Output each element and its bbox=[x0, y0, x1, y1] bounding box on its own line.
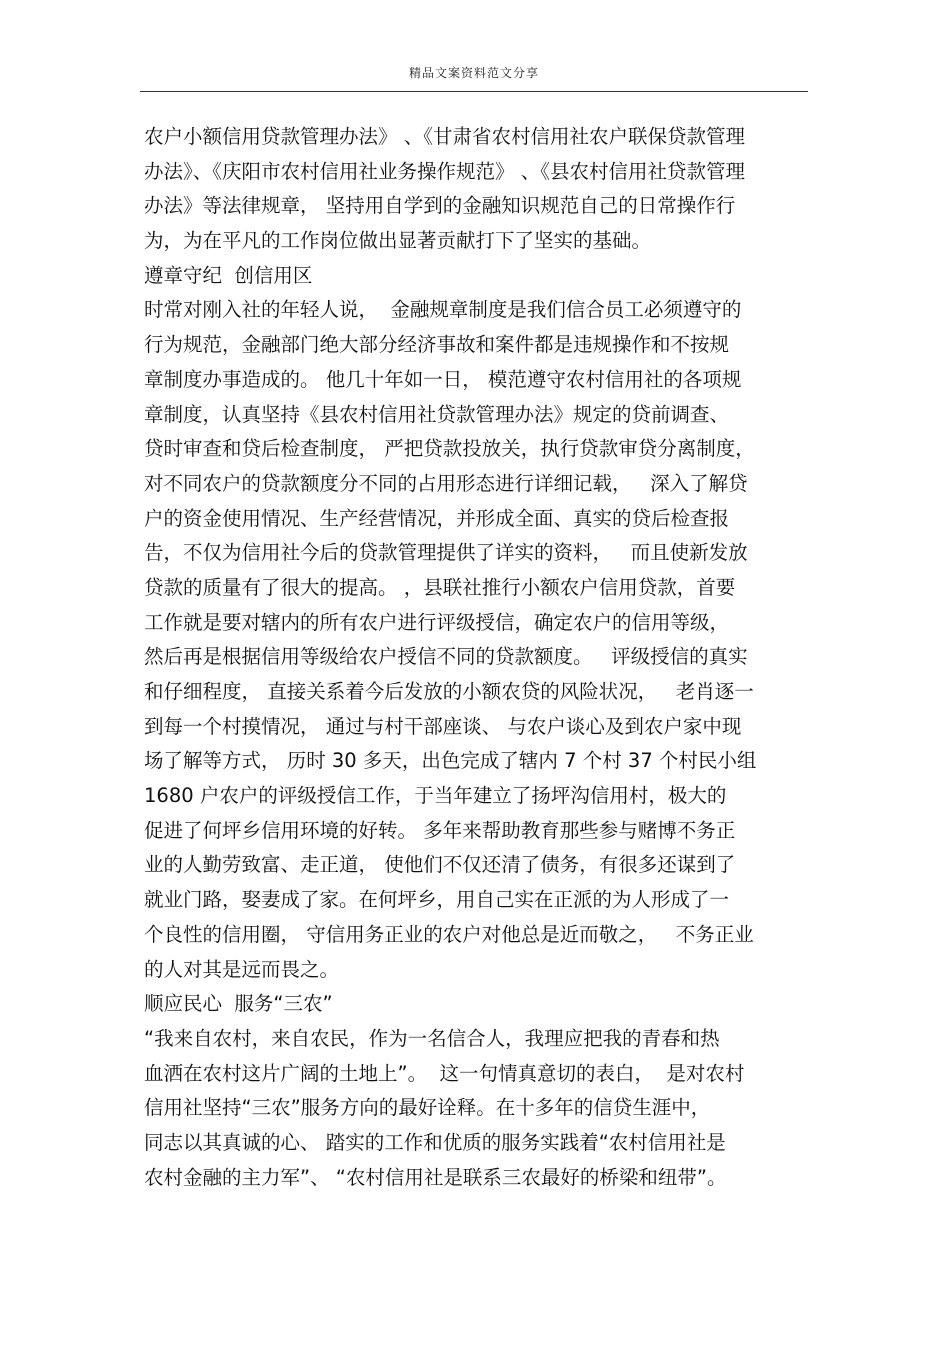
text-line: 个良性的信用圈， 守信用务正业的农户对他总是近而敬之， 不务正业 bbox=[144, 922, 754, 946]
text-line: 时常对刚入社的年轻人说， 金融规章制度是我们信合员工必须遵守的 bbox=[144, 298, 742, 322]
text-line: 户的资金使用情况、生产经营情况，并形成全面、真实的贷后检查报 bbox=[144, 506, 730, 530]
text-line: 为，为在平凡的工作岗位做出显著贡献打下了坚实的基础。 bbox=[144, 229, 652, 253]
text-line: 办法》等法律规章， 坚持用自学到的金融知识规范自己的日常操作行 bbox=[144, 194, 736, 218]
header-divider bbox=[140, 91, 808, 92]
text-line: 的人对其是远而畏之。 bbox=[144, 957, 340, 981]
text-line: 遵章守纪 创信用区 bbox=[144, 263, 313, 287]
text-line: 血洒在农村这片广阔的土地上”。 这一句情真意切的表白， 是对农村 bbox=[144, 1061, 745, 1085]
text-line: 促进了何坪乡信用环境的好转。 多年来帮助教育那些参与赌博不务正 bbox=[144, 818, 736, 842]
text-line: 然后再是根据信用等级给农户授信不同的贷款额度。 评级授信的真实 bbox=[144, 645, 748, 669]
text-line: 贷款的质量有了很大的提高。 ，县联社推行小额农户信用贷款，首要 bbox=[144, 575, 736, 599]
text-line: 顺应民心 服务“三农” bbox=[144, 992, 333, 1016]
text-line: “我来自农村，来自农民，作为一名信合人，我理应把我的青春和热 bbox=[144, 1026, 720, 1050]
document-body bbox=[144, 120, 810, 1195]
text-line: 就业门路，娶妻成了家。在何坪乡，用自己实在正派的为人形成了一 bbox=[144, 888, 730, 912]
text-line: 对不同农户的贷款额度分不同的占用形态进行详细记载， 深入了解贷 bbox=[144, 471, 748, 495]
text-line: 行为规范，金融部门绝大部分经济事故和案件都是违规操作和不按规 bbox=[144, 333, 730, 357]
text-line: 章制度，认真坚持《县农村信用社贷款管理办法》规定的贷前调查、 bbox=[144, 402, 730, 426]
text-line: 和仔细程度， 直接关系着今后发放的小额农贷的风险状况， 老肖逐一 bbox=[144, 680, 754, 703]
text-line: 同志以其真诚的心、 踏实的工作和优质的服务实践着“农村信用社是 bbox=[144, 1130, 726, 1154]
text-line: 信用社坚持“三农”服务方向的最好诠释。在十多年的信贷生涯中， bbox=[144, 1096, 711, 1120]
text-line: 贷时审查和贷后检查制度， 严把贷款投放关，执行贷款审贷分离制度， bbox=[144, 437, 755, 461]
text-line: 办法》、《庆阳市农村信用社业务操作规范》 、《县农村信用社贷款管理 bbox=[144, 159, 745, 183]
text-line: 1680 户农户的评级授信工作，于当年建立了扬坪沟信用村，极大的 bbox=[144, 784, 727, 808]
text-line: 场了解等方式， 历时 30 多天，出色完成了辖内 7 个村 37 个村民小组 bbox=[144, 749, 757, 773]
text-line: 告，不仅为信用社今后的贷款管理提供了详实的资料， 而且使新发放 bbox=[144, 541, 748, 565]
text-line: 农村金融的主力军”、 “农村信用社是联系三农最好的桥梁和纽带”。 bbox=[144, 1165, 727, 1189]
text-line: 工作就是要对辖内的所有农户进行评级授信，确定农户的信用等级， bbox=[144, 610, 730, 634]
text-line: 业的人勤劳致富、走正道， 使他们不仅还清了债务，有很多还谋到了 bbox=[144, 853, 736, 877]
text-line: 农户小额信用贷款管理办法》 、《甘肃省农村信用社农户联保贷款管理 bbox=[144, 125, 745, 148]
text-line: 章制度办事造成的。 他几十年如一日， 模范遵守农村信用社的各项规 bbox=[144, 367, 742, 391]
page-header: 精品文案资料范文分享 bbox=[408, 66, 539, 80]
text-line: 到每一个村摸情况， 通过与村干部座谈、 与农户谈心及到农户家中现 bbox=[144, 714, 742, 738]
